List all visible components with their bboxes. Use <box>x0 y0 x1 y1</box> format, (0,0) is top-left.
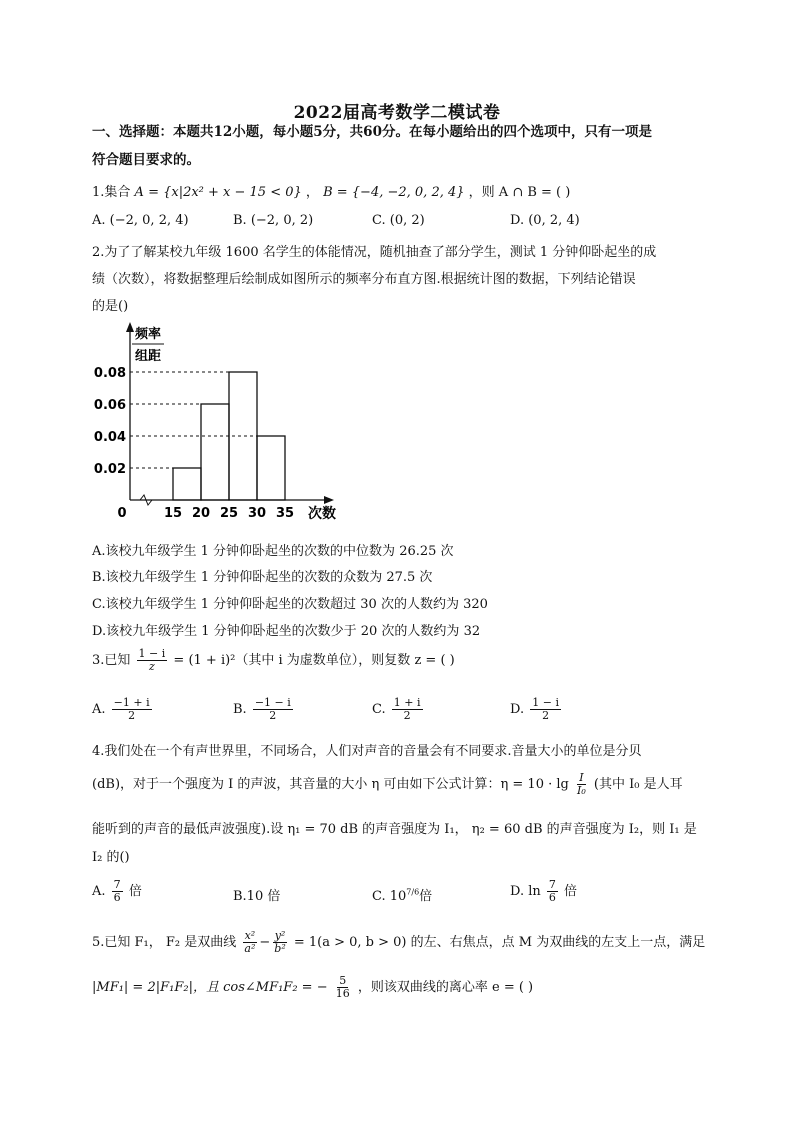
q3-option-c-letter: C. <box>372 702 386 717</box>
q4-option-d-unit: 倍 <box>564 884 578 899</box>
question-1-stem <box>92 181 704 200</box>
x-axis-label: 次数 <box>308 506 336 522</box>
q3-option-b-denominator: 2 <box>269 709 277 722</box>
question-2-line-1: 2.为了了解某校九年级 1600 名学生的体能情况，随机抽查了部分学生，测试 1 分钟仰卧起坐的成 <box>92 245 657 260</box>
x-tick-label: 20 <box>191 506 211 521</box>
q2-option-b[interactable]: B.该校九年级学生 1 分钟仰卧起坐的次数的众数为 27.5 次 <box>92 570 433 585</box>
q4-option-c[interactable] <box>372 885 432 904</box>
question-5-line-1 <box>92 930 704 955</box>
q4-option-d-denominator: 6 <box>548 891 556 904</box>
q5-minus-sign: − <box>259 935 271 950</box>
q3-fraction-denominator: z <box>149 660 155 673</box>
q4-option-a-letter: A. <box>92 884 106 899</box>
y-axis-label-denominator: 组距 <box>134 349 162 364</box>
q4-option-d-letter: D. ln <box>510 884 541 899</box>
q5-x-squared-numerator: x² <box>244 929 256 942</box>
q3-option-b-letter: B. <box>233 702 247 717</box>
q5-line-2-suffix: ，则该双曲线的离心率 e = ( ) <box>357 980 534 995</box>
x-axis-arrow <box>324 496 334 504</box>
q3-option-a-denominator: 2 <box>128 709 136 722</box>
frequency-histogram <box>90 318 350 528</box>
q5-line-2-prefix: |MF₁| = 2|F₁F₂|，且 cos∠MF₁F₂ = − <box>92 980 328 995</box>
q4-option-c-base: C. 10 <box>372 889 407 904</box>
q5-line-1-prefix: 5.已知 F₁， F₂ 是双曲线 <box>92 935 237 950</box>
q3-option-a[interactable] <box>92 697 154 722</box>
q4-line-2-prefix: (dB)，对于一个强度为 I 的声波，其音量的大小 η 可由如下公式计算：η = 10 · lg <box>92 777 569 792</box>
q5-y-squared-numerator: y² <box>274 929 286 942</box>
q3-option-c-numerator: 1 + i <box>393 696 421 709</box>
q5-b-squared-denominator: b² <box>274 942 286 955</box>
q5-cos-denominator: 16 <box>335 987 350 1000</box>
q3-stem-prefix: 3.已知 <box>92 653 131 668</box>
q2-option-d[interactable]: D.该校九年级学生 1 分钟仰卧起坐的次数少于 20 次的人数约为 32 <box>92 624 481 639</box>
question-4-line-4: I₂ 的() <box>92 850 130 865</box>
q4-formula-numerator: I <box>579 771 584 784</box>
question-4-options <box>92 879 704 915</box>
histogram-bar <box>173 468 201 500</box>
question-5-line-2 <box>92 975 704 1000</box>
q4-line-2-suffix: (其中 I₀ 是人耳 <box>593 777 683 792</box>
q3-stem-suffix: = (1 + i)²（其中 i 为虚数单位），则复数 z = ( ) <box>173 653 455 668</box>
q4-option-a-unit: 倍 <box>128 884 142 899</box>
q2-option-c[interactable]: C.该校九年级学生 1 分钟仰卧起坐的次数超过 30 次的人数约为 320 <box>92 597 488 612</box>
q3-option-c-denominator: 2 <box>403 709 411 722</box>
question-1-options <box>92 213 704 243</box>
q1-stem-suffix: ，则 A ∩ B = ( ) <box>468 185 571 200</box>
section-header-line-1: 一、选择题：本题共12小题，每小题5分，共60分。在每小题给出的四个选项中，只有一项是 <box>92 124 652 140</box>
question-3-stem <box>92 648 704 673</box>
q3-option-b-numerator: −1 − i <box>254 696 291 709</box>
y-axis-label-numerator: 频率 <box>134 327 162 342</box>
q3-option-d-numerator: 1 − i <box>532 696 559 709</box>
x-tick-label: 15 <box>163 506 183 521</box>
q5-line-1-suffix: = 1(a > 0, b > 0) 的左、右焦点，点 M 为双曲线的左支上一点，满足 <box>293 935 706 950</box>
question-4-line-1: 4.我们处在一个有声世界里，不同场合，人们对声音的音量会有不同要求.音量大小的单位是分贝 <box>92 744 642 759</box>
q1-set-b: B = {−4, −2, 0, 2, 4} <box>323 185 465 200</box>
q1-stem-prefix: 1.集合 <box>92 185 131 200</box>
question-3-options <box>92 697 704 733</box>
histogram-bar <box>201 404 229 500</box>
q4-option-d-numerator: 7 <box>548 878 556 891</box>
q3-option-a-numerator: −1 + i <box>113 696 150 709</box>
q1-option-a[interactable]: A. (−2, 0, 2, 4) <box>92 213 189 228</box>
x-tick-label: 35 <box>275 506 295 521</box>
q4-option-c-unit: 倍 <box>419 889 433 904</box>
question-2-line-3: 的是() <box>92 299 129 314</box>
y-tick-label: 0.04 <box>93 430 126 445</box>
question-4-line-3: 能听到的声音的最低声波强度).设 η₁ = 70 dB 的声音强度为 I₁， η₂ = 60 dB 的声音强度为 I₂，则 I₁ 是 <box>92 822 697 837</box>
y-axis-arrow <box>126 322 134 332</box>
x-tick-label: 25 <box>219 506 239 521</box>
section-header-line-2: 符合题目要求的。 <box>92 152 200 168</box>
y-tick-label: 0.02 <box>93 462 126 477</box>
q4-option-a-denominator: 6 <box>113 891 121 904</box>
q3-option-c[interactable] <box>372 697 425 722</box>
q4-option-c-exponent: 7/6 <box>406 887 420 897</box>
origin-label: 0 <box>117 506 127 521</box>
q4-option-b[interactable]: B.10 倍 <box>233 889 281 904</box>
q1-option-c[interactable]: C. (0, 2) <box>372 213 425 228</box>
q1-option-b[interactable]: B. (−2, 0, 2) <box>233 213 314 228</box>
q1-set-a: A = {x|2x² + x − 15 < 0} <box>134 185 302 200</box>
q4-option-a[interactable] <box>92 879 142 904</box>
histogram-bar <box>257 436 285 500</box>
q5-cos-numerator: 5 <box>339 974 347 987</box>
q4-option-a-numerator: 7 <box>113 878 121 891</box>
q3-option-d-denominator: 2 <box>542 709 550 722</box>
question-4-line-2 <box>92 772 704 797</box>
q2-option-a[interactable]: A.该校九年级学生 1 分钟仰卧起坐的次数的中位数为 26.25 次 <box>92 544 454 559</box>
q3-fraction-numerator: 1 − i <box>138 647 166 660</box>
q3-option-d[interactable] <box>510 697 563 722</box>
q1-separator: ， <box>305 185 319 200</box>
x-tick-label: 30 <box>247 506 267 521</box>
question-2-line-2: 绩（次数），将数据整理后绘制成如图所示的频率分布直方图.根据统计图的数据，下列结论错误 <box>92 272 636 287</box>
q1-option-d[interactable]: D. (0, 2, 4) <box>510 213 580 228</box>
section-header <box>92 118 704 174</box>
q4-formula-denominator: I₀ <box>576 784 586 797</box>
q3-fraction <box>137 648 168 673</box>
q4-option-d[interactable] <box>510 879 577 904</box>
page-title: 2022届高考数学二模试卷 <box>293 103 501 123</box>
q5-a-squared-denominator: a² <box>244 942 256 955</box>
q3-option-a-letter: A. <box>92 702 106 717</box>
y-tick-label: 0.08 <box>93 366 126 381</box>
q3-option-d-letter: D. <box>510 702 525 717</box>
q3-option-b[interactable] <box>233 697 295 722</box>
y-tick-label: 0.06 <box>93 398 126 413</box>
